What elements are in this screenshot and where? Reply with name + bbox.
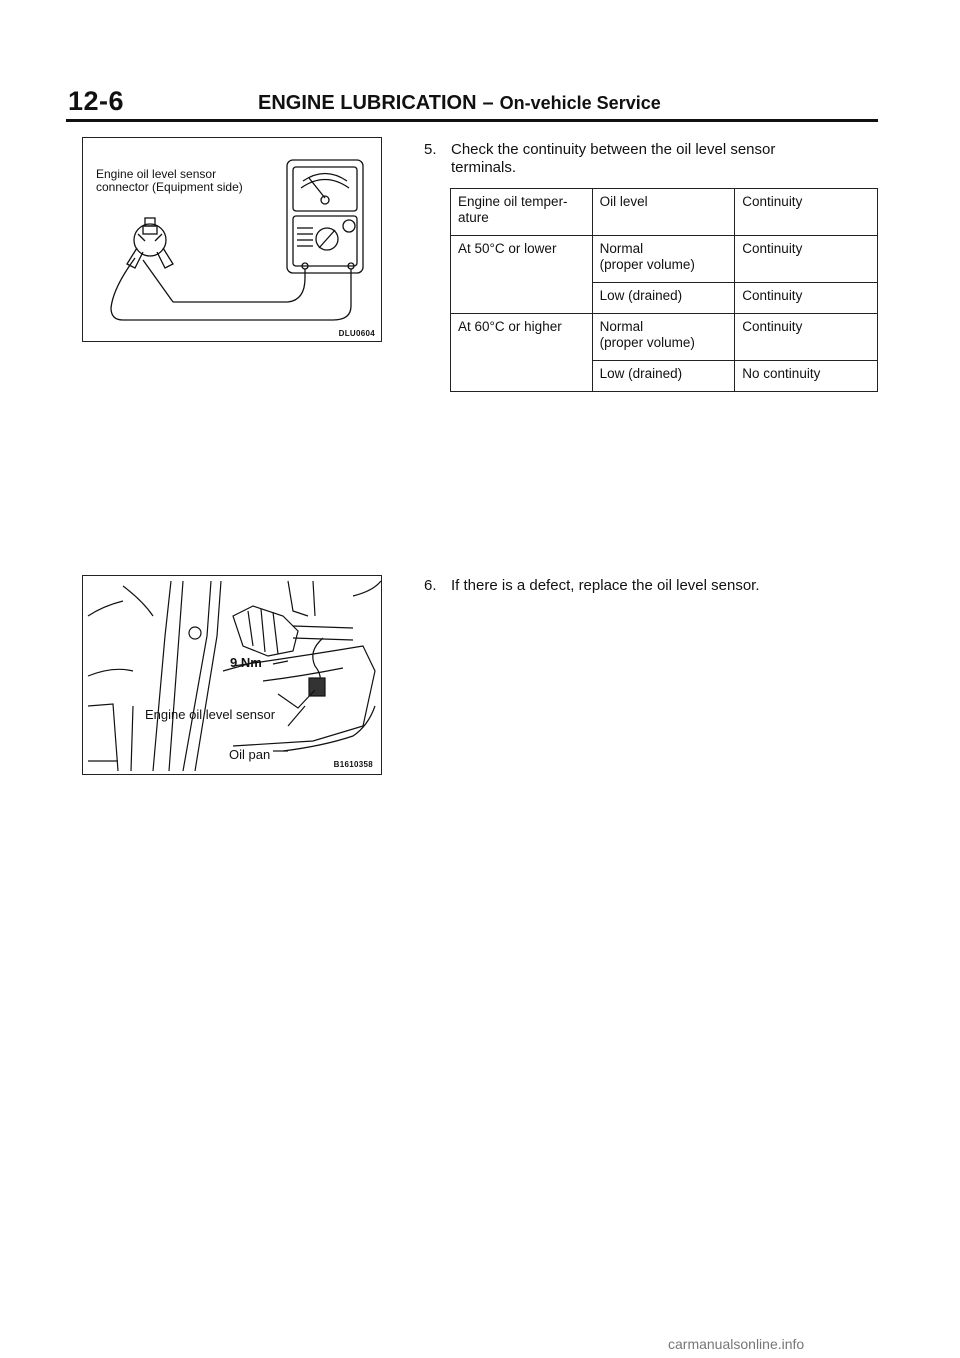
step-6-text: If there is a defect, replace the oil level sensor. [451, 577, 760, 594]
table-cell-continuity: No continuity [735, 361, 878, 392]
table-cell-continuity: Continuity [735, 236, 878, 283]
figure2-code: B1610358 [333, 760, 373, 769]
header-rule [66, 119, 878, 122]
table-cell-continuity: Continuity [735, 283, 878, 314]
section-title: ENGINE LUBRICATION [258, 92, 477, 114]
step-5-number: 5. [424, 141, 437, 158]
page-title [258, 92, 661, 115]
table-cell-level: Normal (proper volume) [592, 236, 735, 283]
table-header-continuity: Continuity [735, 189, 878, 236]
continuity-table [450, 188, 878, 392]
step-5-line2: terminals. [451, 159, 517, 176]
table-cell-level: Normal (proper volume) [592, 314, 735, 361]
figure-sensor-location [82, 575, 382, 775]
oil-pan-label: Oil pan [229, 747, 271, 762]
table-row [451, 283, 878, 314]
table-cell-temp-continued [451, 361, 593, 392]
engine-illustration [83, 576, 383, 776]
step-6-number: 6. [424, 577, 437, 594]
table-cell-temp: At 50°C or lower [451, 236, 593, 283]
table-cell-temp-continued [451, 283, 593, 314]
table-header-row [451, 189, 878, 236]
sensor-label: Engine oil level sensor [145, 707, 276, 722]
page-number: 12-6 [68, 86, 125, 116]
figure-connector-ohmmeter [82, 137, 382, 342]
table-cell-level: Low (drained) [592, 361, 735, 392]
step-6 [424, 577, 880, 597]
table-row [451, 361, 878, 392]
table-header-temperature: Engine oil temper- ature [451, 189, 593, 236]
table-row [451, 314, 878, 361]
step-5-line1: Check the continuity between the oil level sensor [451, 141, 776, 158]
table-cell-level: Low (drained) [592, 283, 735, 314]
watermark: carmanualsonline.info [668, 1336, 805, 1352]
figure1-label-line2: connector (Equipment side) [96, 180, 243, 194]
bolt-icon [189, 627, 201, 639]
subsection-title: On-vehicle Service [499, 93, 661, 113]
title-separator: – [482, 92, 494, 114]
step-5 [424, 141, 880, 181]
figure1-label-line1: Engine oil level sensor [96, 167, 217, 181]
table-header-oil-level: Oil level [592, 189, 735, 236]
torque-label: 9 Nm [230, 655, 262, 670]
table-cell-continuity: Continuity [735, 314, 878, 361]
figure1-code: DLU0604 [338, 329, 375, 338]
table-row [451, 236, 878, 283]
table-cell-temp: At 60°C or higher [451, 314, 593, 361]
